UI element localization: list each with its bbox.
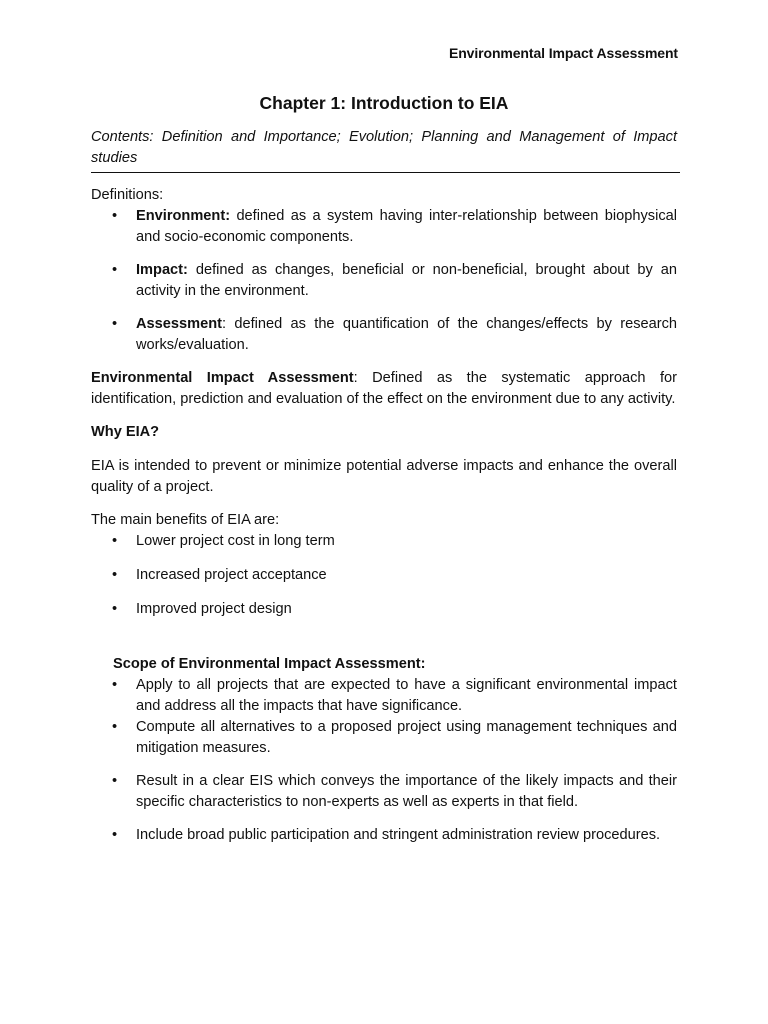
chapter-title: Chapter 1: Introduction to EIA: [259, 93, 509, 113]
bullet-icon: •: [112, 316, 118, 332]
why-eia-heading: Why EIA?: [91, 424, 160, 440]
definition-item-impact: [91, 260, 677, 302]
definition-term: Assessment: [136, 316, 222, 332]
bullet-icon: •: [112, 601, 118, 617]
list-item: [91, 565, 677, 586]
definition-text: defined as changes, beneficial or non-beneficial, brought about by an activity in the environment.: [136, 262, 677, 299]
definitions-list: [91, 206, 677, 356]
definition-item-assessment: [91, 314, 677, 356]
definition-text: : defined as the quantification of the changes/effects by research works/evaluation.: [136, 316, 677, 353]
bullet-icon: •: [112, 773, 118, 789]
benefit-text: Lower project cost in long term: [136, 533, 335, 549]
scope-text: Compute all alternatives to a proposed project using management techniques and mitigation measures.: [136, 719, 677, 756]
eia-term: Environmental Impact Assessment: [91, 370, 354, 386]
definition-item-environment: [91, 206, 677, 248]
scope-heading: Scope of Environmental Impact Assessment:: [113, 656, 426, 672]
definition-text: defined as a system having inter-relationship between biophysical and socio-economic components.: [136, 208, 677, 245]
page-content: [91, 92, 677, 846]
scope-text: Apply to all projects that are expected to have a significant environmental impact and address all the impacts that have significance.: [136, 677, 677, 714]
divider: [91, 172, 680, 173]
list-item: [91, 717, 677, 759]
bullet-icon: •: [112, 719, 118, 735]
list-item: [91, 531, 677, 552]
bullet-icon: •: [112, 208, 118, 224]
chapter-contents: Contents: Definition and Importance; Evolution; Planning and Management of Impact studies: [91, 129, 677, 166]
bullet-icon: •: [112, 827, 118, 843]
scope-list: [91, 675, 677, 846]
eia-definition-text: : Defined as the systematic approach for identification, prediction and evaluation of the effect on the environment due to any activity.: [91, 370, 677, 407]
scope-text: Result in a clear EIS which conveys the importance of the likely impacts and their specific characteristics to non-experts as well as experts in that field.: [136, 773, 677, 810]
bullet-icon: •: [112, 533, 118, 549]
bullet-icon: •: [112, 262, 118, 278]
bullet-icon: •: [112, 567, 118, 583]
bullet-icon: •: [112, 677, 118, 693]
benefits-intro: The main benefits of EIA are:: [91, 512, 280, 528]
list-item: [91, 771, 677, 813]
eia-definition: [91, 368, 677, 410]
benefit-text: Increased project acceptance: [136, 567, 327, 583]
benefit-text: Improved project design: [136, 601, 292, 617]
benefits-list: [91, 531, 677, 620]
scope-text: Include broad public participation and stringent administration review procedures.: [136, 827, 661, 843]
definition-term: Environment:: [136, 208, 231, 224]
list-item: [91, 599, 677, 620]
why-eia-text: EIA is intended to prevent or minimize potential adverse impacts and enhance the overall quality of a project.: [91, 458, 677, 495]
running-header: Environmental Impact Assessment: [448, 45, 678, 61]
definitions-label: Definitions:: [91, 187, 164, 203]
definition-term: Impact:: [136, 262, 188, 278]
list-item: [91, 825, 677, 846]
list-item: [91, 675, 677, 717]
